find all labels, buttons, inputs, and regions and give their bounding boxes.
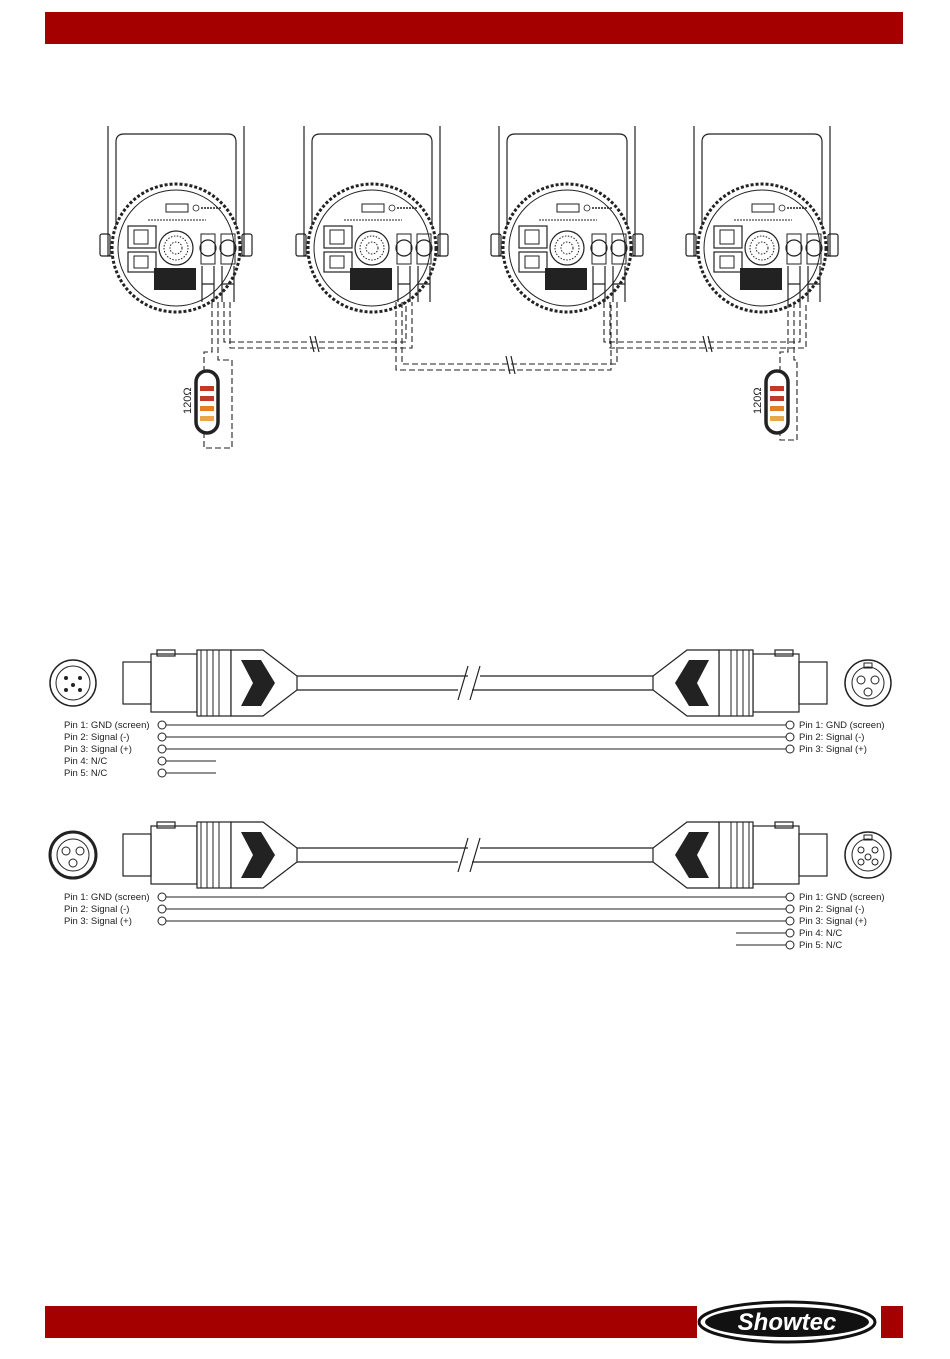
- c2-right-pin-2: Pin 2: Signal (-): [799, 904, 865, 915]
- cable-break-marks: [310, 336, 712, 374]
- c1-left-pin-5: Pin 5: N/C: [64, 768, 108, 779]
- footer-bar: [45, 1306, 697, 1338]
- c2-left-pin-1: Pin 1: GND (screen): [64, 892, 150, 903]
- logo-text: Showtec: [737, 1309, 837, 1336]
- c2-right-pin-1: Pin 1: GND (screen): [799, 892, 885, 903]
- c1-left-pin-3: Pin 3: Signal (+): [64, 744, 132, 755]
- cable-2-wiring: [64, 892, 885, 951]
- c1-right-pin-3: Pin 3: Signal (+): [799, 744, 867, 755]
- c1-left-pin-2: Pin 2: Signal (-): [64, 732, 130, 743]
- footer-bar-right: [881, 1306, 903, 1338]
- dmx-chain-cables: [204, 302, 806, 448]
- resistor-2: [766, 371, 788, 433]
- cable-1-wiring: [64, 720, 885, 779]
- resistor-label-1: 120Ω: [182, 387, 194, 414]
- fixture-1: [100, 126, 252, 312]
- c2-right-pin-5: Pin 5: N/C: [799, 940, 843, 951]
- showtec-logo: [695, 1299, 879, 1345]
- c2-left-pin-2: Pin 2: Signal (-): [64, 904, 130, 915]
- fixture-3: [491, 126, 643, 312]
- c2-right-pin-4: Pin 4: N/C: [799, 928, 843, 939]
- fixture-2: [296, 126, 448, 312]
- cable-1-drawing: [50, 650, 891, 716]
- c2-left-pin-3: Pin 3: Signal (+): [64, 916, 132, 927]
- resistor-1: [196, 371, 218, 433]
- resistor-label-2: 120Ω: [752, 387, 764, 414]
- c1-left-pin-1: Pin 1: GND (screen): [64, 720, 150, 731]
- c2-right-pin-3: Pin 3: Signal (+): [799, 916, 867, 927]
- c1-right-pin-2: Pin 2: Signal (-): [799, 732, 865, 743]
- fixture-4: [686, 126, 838, 312]
- cable-2-drawing: [50, 822, 891, 888]
- c1-left-pin-4: Pin 4: N/C: [64, 756, 108, 767]
- c1-right-pin-1: Pin 1: GND (screen): [799, 720, 885, 731]
